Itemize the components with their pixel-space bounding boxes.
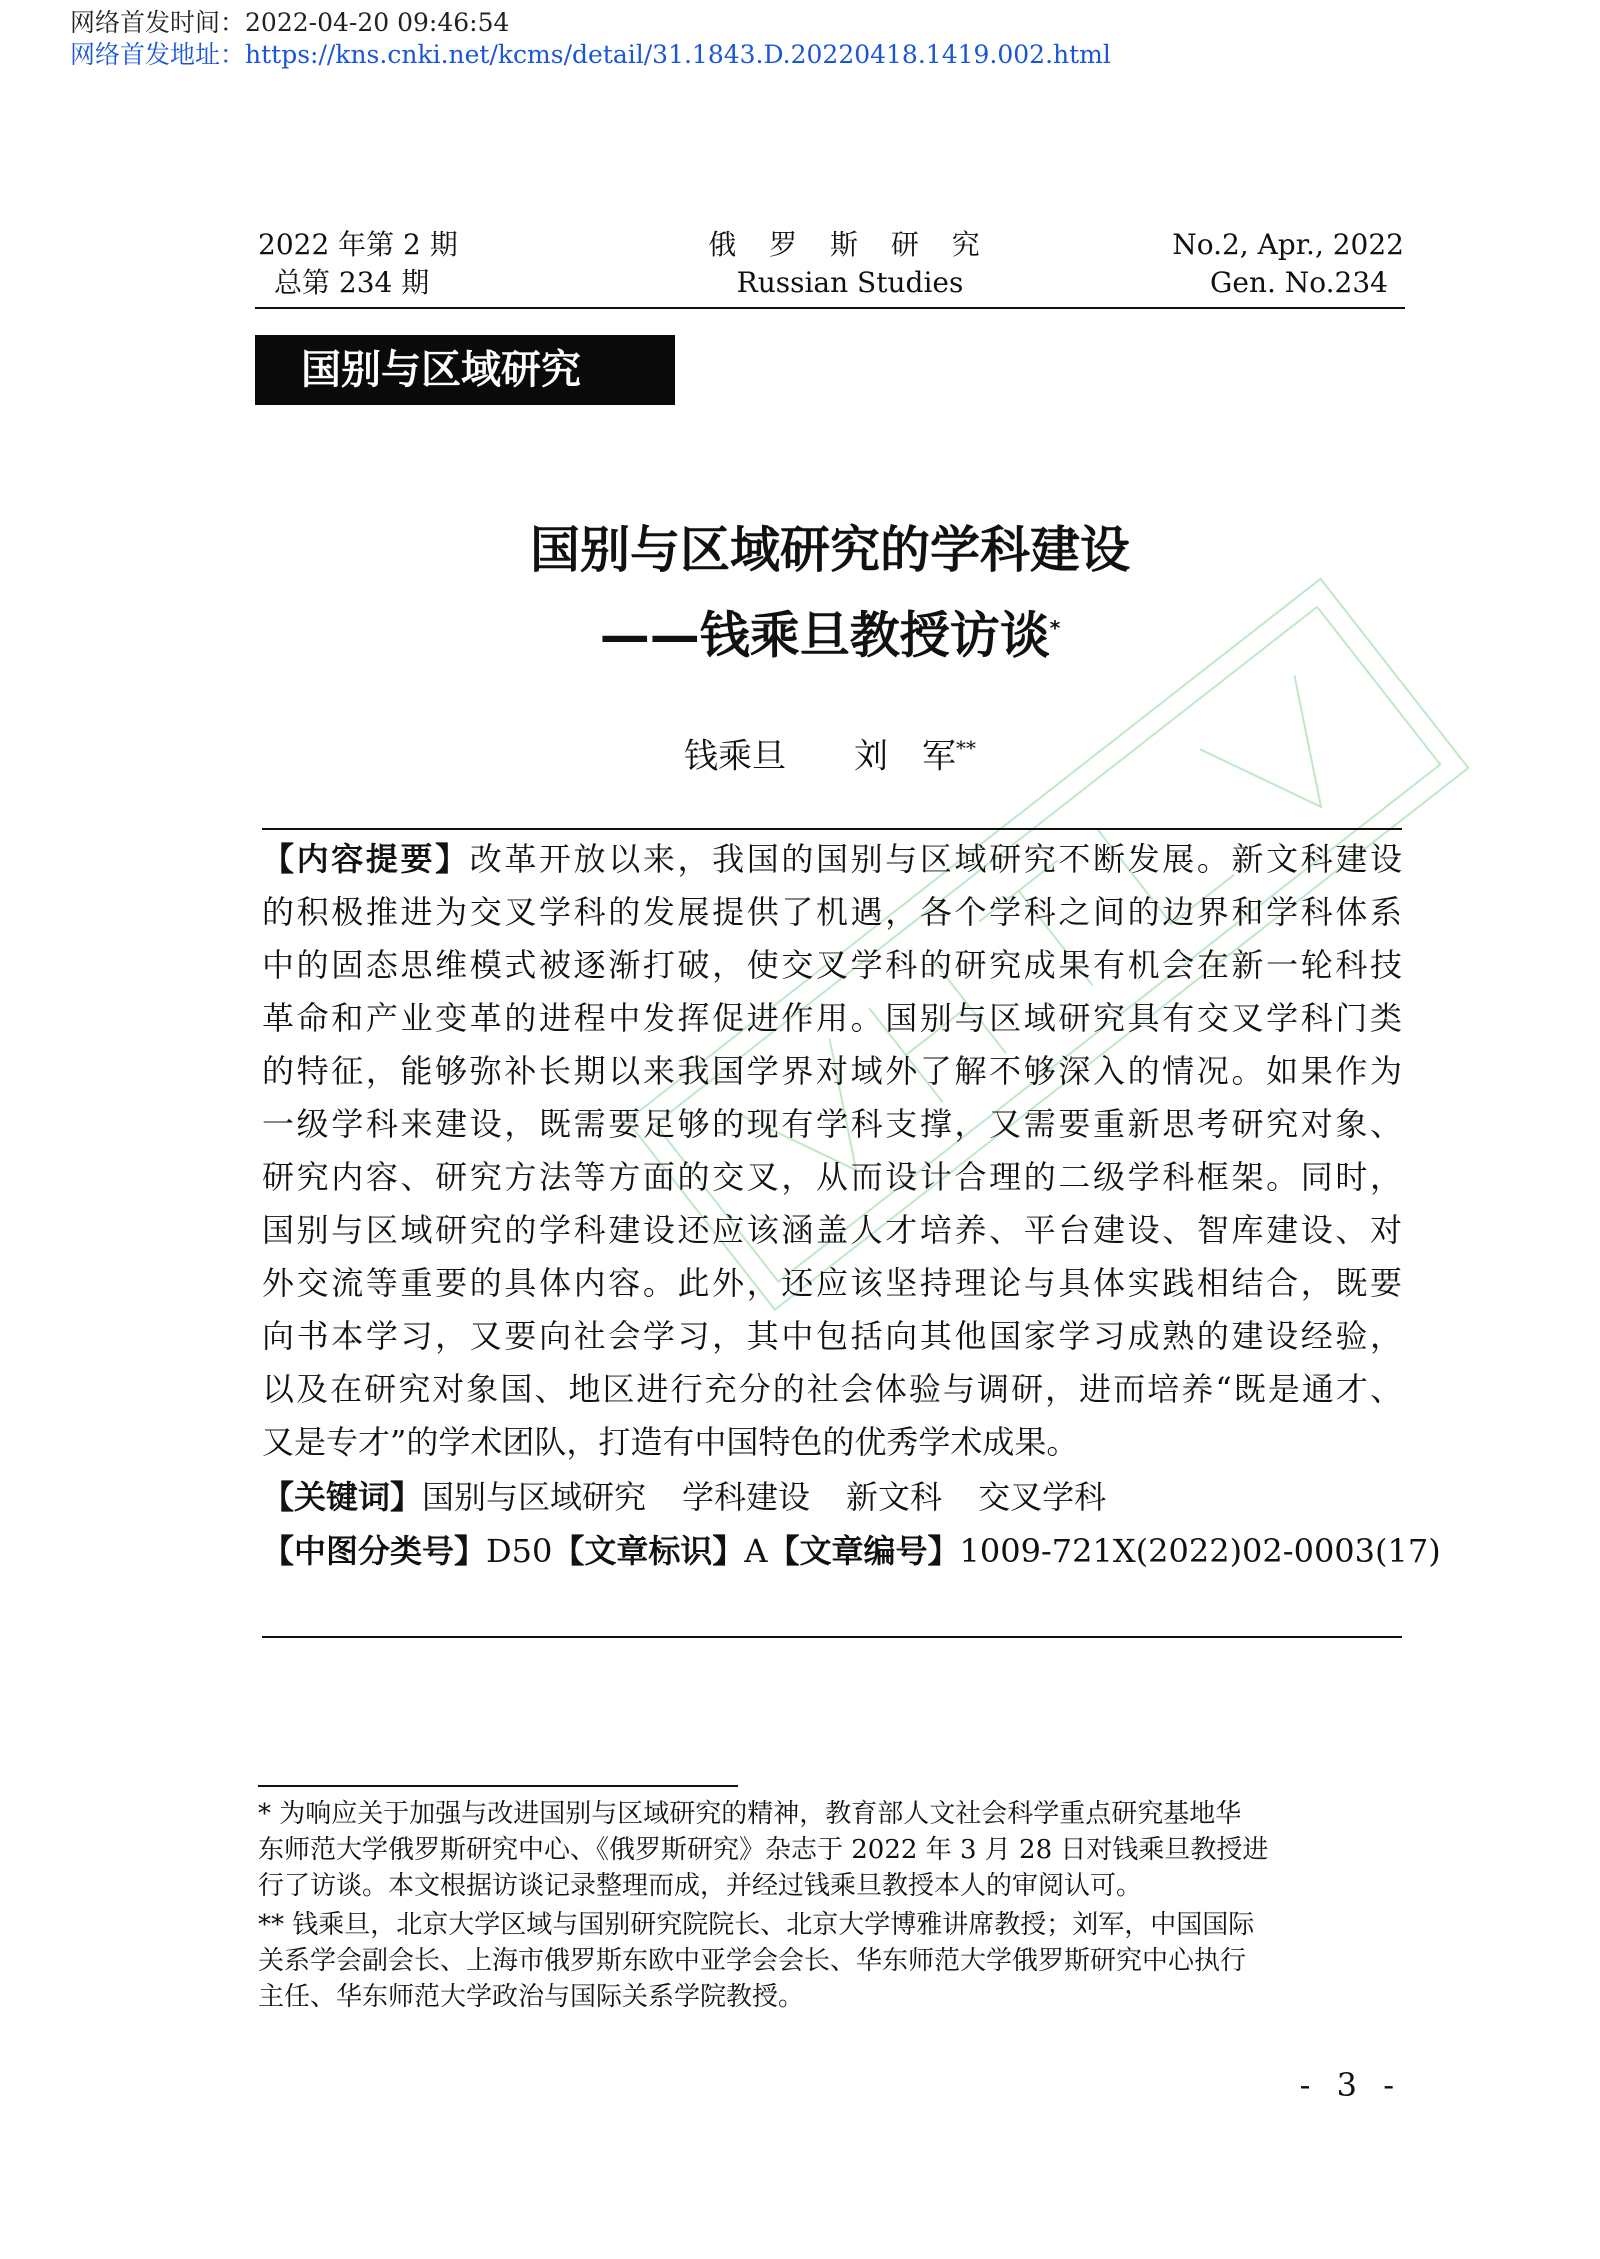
classification-line bbox=[262, 1530, 1441, 1572]
footnote-line: ** 钱乘旦，北京大学区域与国别研究院院长、北京大学博雅讲席教授；刘军，中国国际 bbox=[258, 1910, 1255, 1940]
column-label: 国别与区域研究 bbox=[255, 335, 675, 405]
abstract-bottom-rule bbox=[262, 1636, 1402, 1638]
abstract-top-rule bbox=[262, 828, 1402, 830]
subtitle-footnote-mark: * bbox=[1049, 616, 1061, 640]
clc-value: D50 bbox=[486, 1532, 553, 1570]
footnote-line: 行了访谈。本文根据访谈记录整理而成，并经过钱乘旦教授本人的审阅认可。 bbox=[258, 1871, 1143, 1901]
issue-number-cn: 2022 年第 2 期 bbox=[258, 228, 458, 261]
abstract-line: 外交流等重要的具体内容。此外，还应该坚持理论与具体实践相结合，既要 bbox=[262, 1264, 1402, 1302]
author-name: 钱乘旦 bbox=[684, 736, 786, 777]
journal-name-cn: 俄 罗 斯 研 究 bbox=[708, 228, 992, 261]
article-subtitle-text: ——钱乘旦教授访谈 bbox=[599, 606, 1050, 665]
clc-label: 【中图分类号】 bbox=[262, 1532, 487, 1570]
footnote-line: 主任、华东师范大学政治与国际关系学院教授。 bbox=[258, 1982, 805, 2012]
abstract-text: 改革开放以来，我国的国别与区域研究不断发展。新文科建设 bbox=[469, 840, 1402, 878]
article-subtitle bbox=[255, 598, 1405, 666]
keyword: 国别与区域研究 bbox=[422, 1478, 647, 1516]
abstract-line: 以及在研究对象国、地区进行充分的社会体验与调研，进而培养“既是通才、 bbox=[262, 1370, 1402, 1408]
keyword: 新文科 bbox=[846, 1478, 943, 1516]
keywords-label: 【关键词】 bbox=[262, 1478, 423, 1516]
article-id-label: 【文章编号】 bbox=[767, 1532, 960, 1570]
online-first-address-link[interactable]: https://kns.cnki.net/kcms/detail/31.1843.D.20220418.1419.002.html bbox=[245, 40, 1111, 69]
header-issue-cn bbox=[258, 226, 458, 302]
header-journal bbox=[630, 226, 1070, 302]
article-title: 国别与区域研究的学科建设 bbox=[530, 521, 1130, 579]
abstract-line: 国别与区域研究的学科建设还应该涵盖人才培养、平台建设、智库建设、对 bbox=[262, 1211, 1402, 1249]
abstract-line: 研究内容、研究方法等方面的交叉，从而设计合理的二级学科框架。同时， bbox=[262, 1158, 1402, 1196]
abstract-line: 的积极推进为交叉学科的发展提供了机遇，各个学科之间的边界和学科体系 bbox=[262, 893, 1402, 931]
author-footnote-mark: ** bbox=[956, 736, 976, 760]
abstract-line: 革命和产业变革的进程中发挥促进作用。国别与区域研究具有交叉学科门类 bbox=[262, 999, 1402, 1037]
online-first-time-label: 网络首发时间： bbox=[70, 8, 246, 37]
doc-code-value: A bbox=[744, 1532, 768, 1570]
keyword: 学科建设 bbox=[682, 1478, 811, 1516]
online-first-address-label: 网络首发地址： bbox=[70, 40, 246, 69]
abstract-line: 的特征，能够弥补长期以来我国学界对域外了解不够深入的情况。如果作为 bbox=[262, 1052, 1402, 1090]
header-rule bbox=[255, 307, 1405, 309]
page-number: - 3 - bbox=[1299, 2066, 1402, 2104]
authors bbox=[255, 726, 1405, 778]
abstract-line: 向书本学习，又要向社会学习，其中包括向其他国家学习成熟的建设经验， bbox=[262, 1317, 1402, 1355]
footnote-line: * 为响应关于加强与改进国别与区域研究的精神，教育部人文社会科学重点研究基地华 bbox=[258, 1799, 1242, 1829]
footnote-line: 东师范大学俄罗斯研究中心、《俄罗斯研究》杂志于 2022 年 3 月 28 日对钱乘旦教授进 bbox=[258, 1835, 1269, 1865]
total-issue-cn: 总第 234 期 bbox=[274, 266, 430, 299]
issue-number-en: No.2, Apr., 2022 bbox=[1172, 228, 1404, 261]
author-name: 刘 军 bbox=[854, 736, 956, 777]
total-issue-en: Gen. No.234 bbox=[1210, 266, 1388, 299]
keywords-line bbox=[262, 1476, 1402, 1518]
footnote-rule bbox=[258, 1785, 738, 1787]
abstract-line: 一级学科来建设，既需要足够的现有学科支撑，又需要重新思考研究对象、 bbox=[262, 1105, 1402, 1143]
keyword: 交叉学科 bbox=[978, 1478, 1107, 1516]
doc-code-label: 【文章标识】 bbox=[552, 1532, 745, 1570]
article-id-value: 1009-721X(2022)02-0003(17) bbox=[959, 1532, 1441, 1570]
online-first-time bbox=[70, 8, 509, 38]
abstract-line bbox=[262, 838, 1402, 880]
header-issue-en bbox=[1172, 226, 1404, 302]
abstract-line: 中的固态思维模式被逐渐打破，使交叉学科的研究成果有机会在新一轮科技 bbox=[262, 946, 1402, 984]
abstract-label: 【内容提要】 bbox=[262, 840, 470, 878]
online-first-time-value: 2022-04-20 09:46:54 bbox=[245, 8, 510, 37]
online-first-address[interactable] bbox=[70, 40, 1111, 70]
footnote-line: 关系学会副会长、上海市俄罗斯东欧中亚学会会长、华东师范大学俄罗斯研究中心执行 bbox=[258, 1946, 1247, 1976]
abstract-line: 又是专才”的学术团队，打造有中国特色的优秀学术成果。 bbox=[262, 1423, 1079, 1461]
journal-name-en: Russian Studies bbox=[736, 266, 964, 299]
